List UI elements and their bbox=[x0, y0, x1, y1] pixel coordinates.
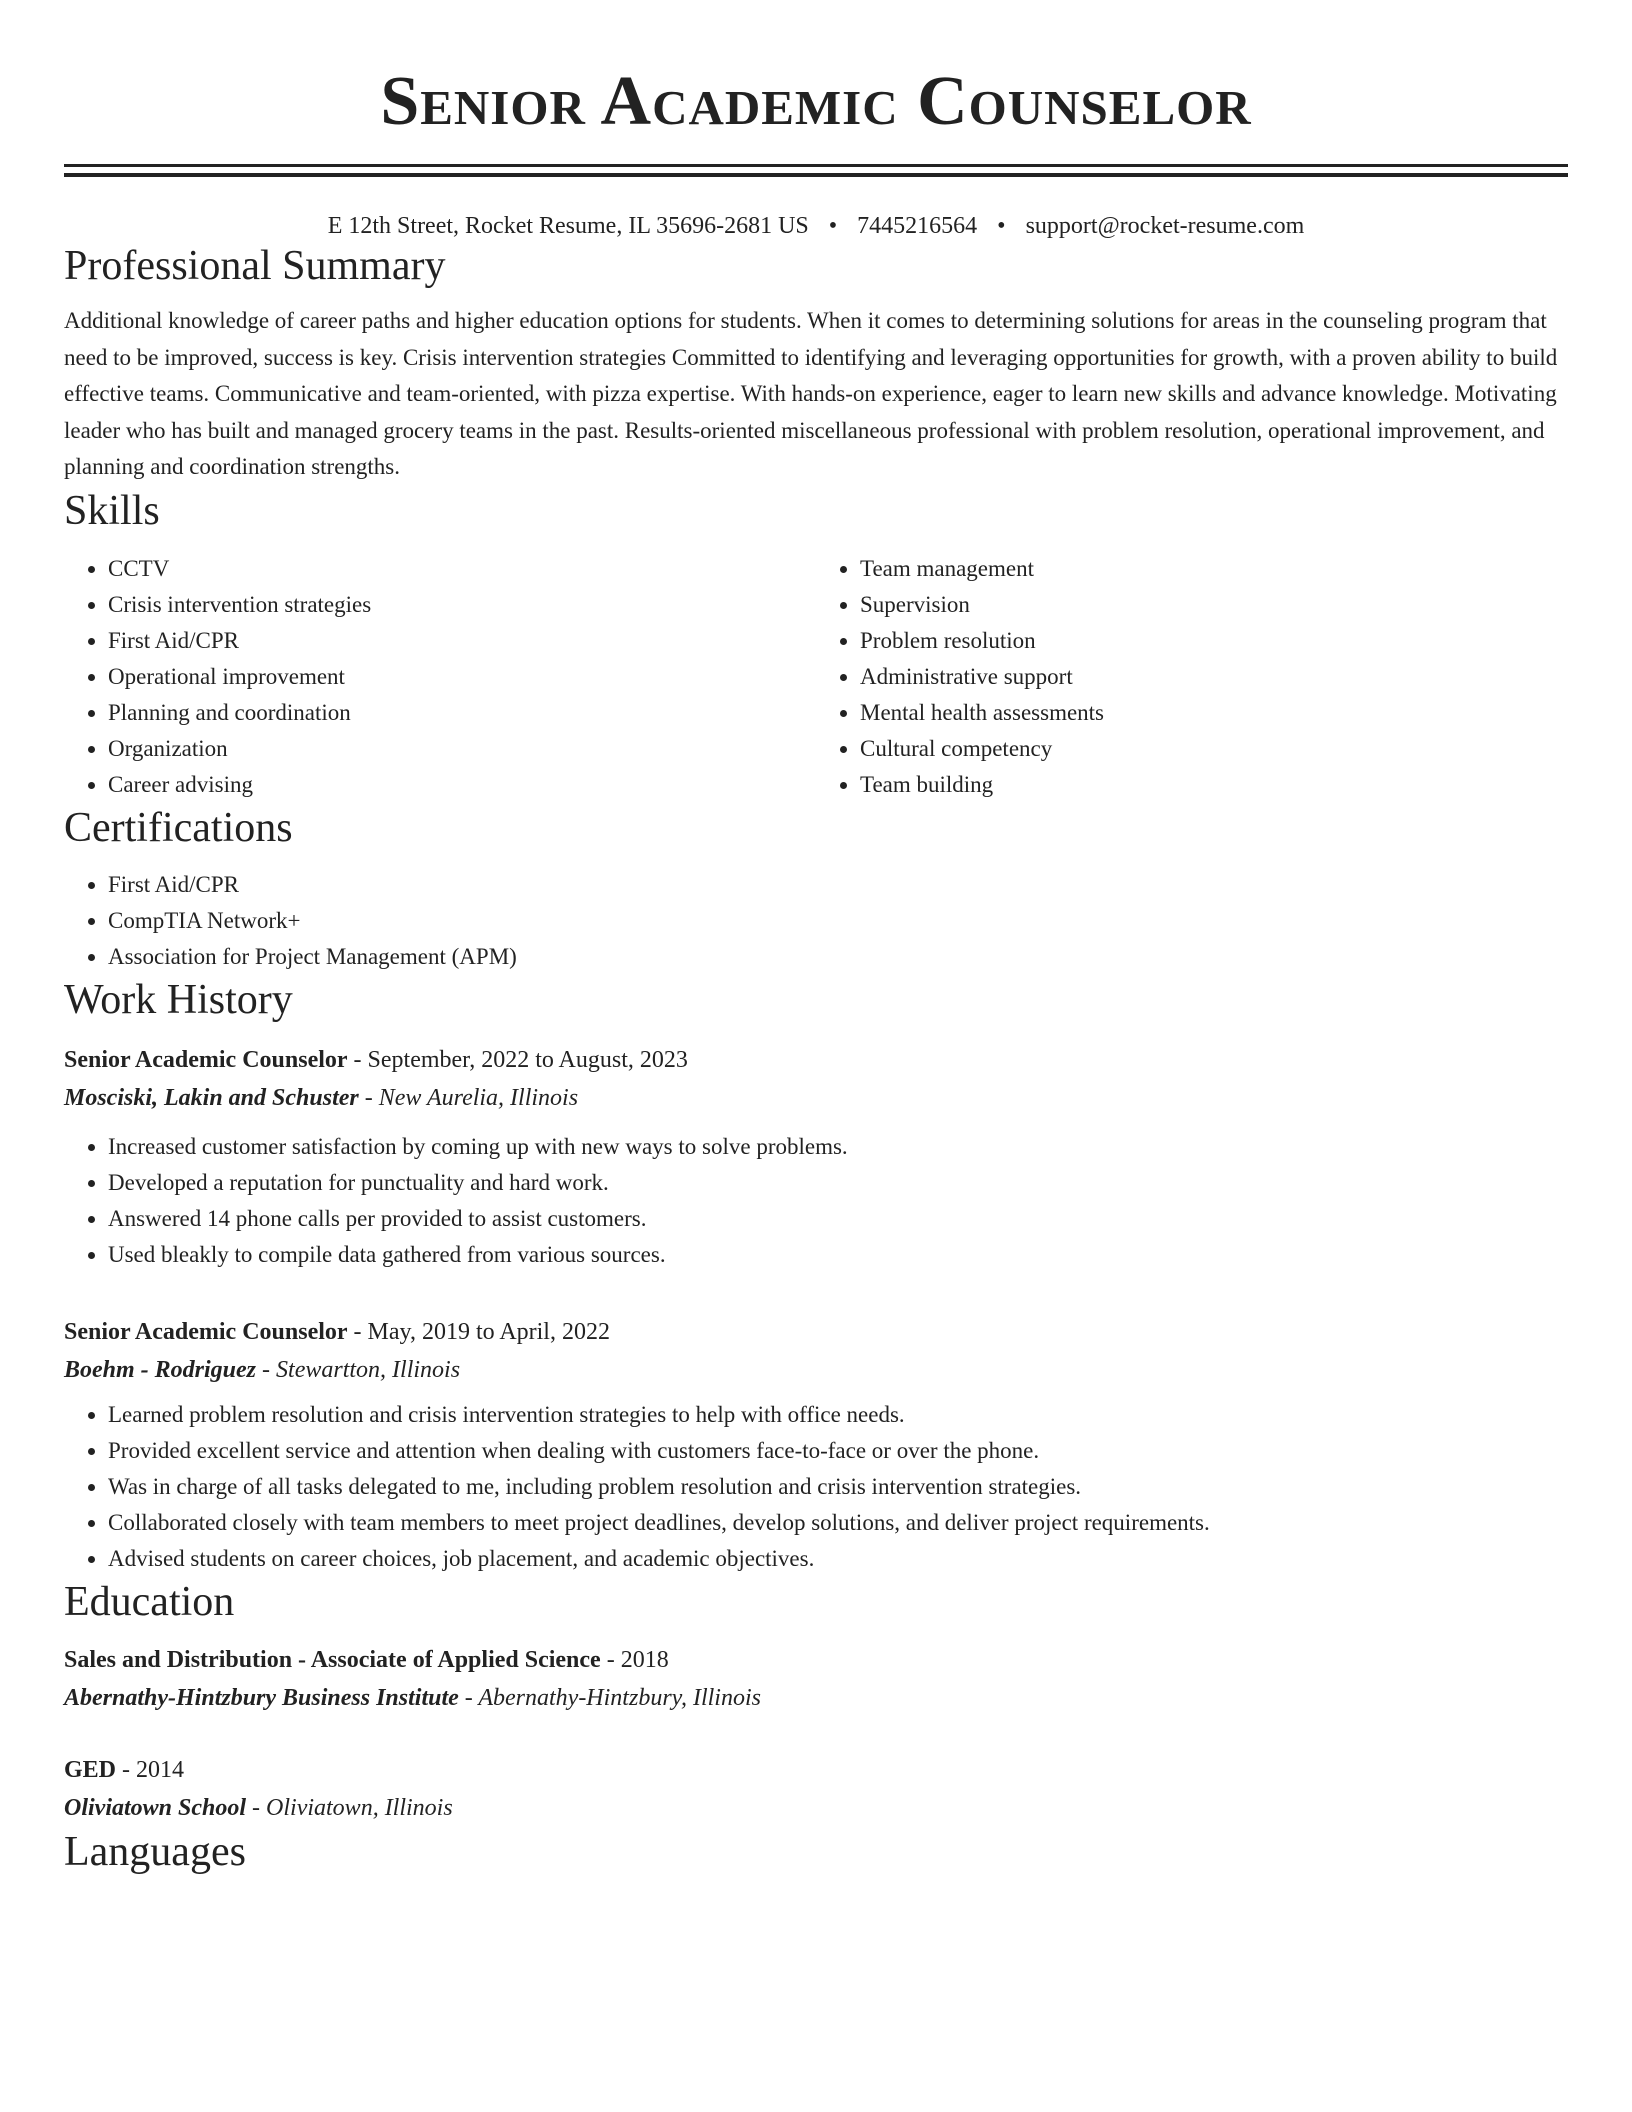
resume-title: Senior Academic Counselor bbox=[380, 63, 1252, 140]
skill-item: • Organization bbox=[108, 731, 816, 767]
education-school: Oliviatown School bbox=[64, 1794, 247, 1821]
job-title: Senior Academic Counselor bbox=[64, 1046, 348, 1073]
skill-item: • Planning and coordination bbox=[108, 695, 816, 731]
contact-line bbox=[64, 211, 1568, 241]
skills-heading: Skills bbox=[64, 487, 160, 534]
job-employer: Boehm - Rodriguez bbox=[64, 1356, 257, 1383]
job-employer-line bbox=[64, 1351, 1568, 1389]
education-school-line bbox=[64, 1679, 1568, 1717]
contact-separator: • bbox=[828, 213, 838, 239]
certification-item: • First Aid/CPR bbox=[108, 867, 1568, 903]
job-entry bbox=[64, 1313, 1568, 1577]
skill-item: • Supervision bbox=[860, 587, 1568, 623]
contact-email: support@rocket-resume.com bbox=[1025, 213, 1305, 239]
job-bullet: • Advised students on career choices, job placement, and academic objectives. bbox=[108, 1541, 1568, 1577]
skill-item: • Career advising bbox=[108, 767, 816, 803]
job-bullet: • Provided excellent service and attention when dealing with customers face-to-face or over the phone. bbox=[108, 1433, 1568, 1469]
education-school: Abernathy-Hintzbury Business Institute bbox=[64, 1684, 459, 1711]
work-history-heading: Work History bbox=[64, 976, 293, 1023]
education-degree-line bbox=[64, 1751, 1568, 1789]
job-bullets bbox=[64, 1129, 1568, 1273]
education-heading: Education bbox=[64, 1578, 235, 1625]
education-year: - 2014 bbox=[116, 1756, 185, 1783]
summary-text: Additional knowledge of career paths and higher education options for students. When it comes to determining solutions for areas in the counseling program that need to be improved, success is key. Crisis intervention strategies Committed to identifying and leveraging opportunities for growth, with a proven ability to build effective teams. Communicative and team-oriented, with pizza expertise. With hands-on experience, eager to learn new skills and advance knowledge. Motivating leader who has built and managed grocery teams in the past. Results-oriented miscellaneous professional with problem resolution, operational improvement, and planning and coordination strengths. bbox=[64, 308, 1558, 479]
skills-columns bbox=[64, 551, 1568, 803]
skill-item: • Mental health assessments bbox=[860, 695, 1568, 731]
job-bullet: • Developed a reputation for punctuality and hard work. bbox=[108, 1165, 1568, 1201]
skill-item: • CCTV bbox=[108, 551, 816, 587]
education-entry bbox=[64, 1751, 1568, 1827]
job-bullet: • Learned problem resolution and crisis intervention strategies to help with office needs. bbox=[108, 1397, 1568, 1433]
skills-list-right bbox=[816, 551, 1568, 803]
certifications-heading: Certifications bbox=[64, 804, 293, 851]
education-degree: Sales and Distribution - Associate of Applied Science bbox=[64, 1646, 601, 1673]
job-title-line bbox=[64, 1313, 1568, 1351]
job-bullets bbox=[64, 1397, 1568, 1577]
job-employer-line bbox=[64, 1079, 1568, 1117]
job-dates: - May, 2019 to April, 2022 bbox=[347, 1318, 610, 1345]
certification-item: • CompTIA Network+ bbox=[108, 903, 1568, 939]
job-bullet: • Used bleakly to compile data gathered from various sources. bbox=[108, 1237, 1568, 1273]
certification-item: • Association for Project Management (APM) bbox=[108, 939, 1568, 975]
skills-list-left bbox=[64, 551, 816, 803]
job-bullet: • Increased customer satisfaction by coming up with new ways to solve problems. bbox=[108, 1129, 1568, 1165]
job-bullet: • Answered 14 phone calls per provided to assist customers. bbox=[108, 1201, 1568, 1237]
skill-item: • First Aid/CPR bbox=[108, 623, 816, 659]
education-school-line bbox=[64, 1789, 1568, 1827]
contact-phone: 7445216564 bbox=[857, 213, 978, 239]
job-entry bbox=[64, 1041, 1568, 1273]
certifications-list bbox=[64, 867, 1568, 975]
job-location: - New Aurelia, Illinois bbox=[358, 1084, 579, 1111]
skill-item: • Team building bbox=[860, 767, 1568, 803]
title-double-rule bbox=[64, 164, 1568, 177]
education-degree: GED bbox=[64, 1756, 117, 1783]
education-entry bbox=[64, 1641, 1568, 1717]
contact-address: E 12th Street, Rocket Resume, IL 35696-2681 US bbox=[327, 213, 809, 239]
contact-separator: • bbox=[997, 213, 1006, 239]
skill-item: • Cultural competency bbox=[860, 731, 1568, 767]
skill-item: • Team management bbox=[860, 551, 1568, 587]
job-bullet: • Was in charge of all tasks delegated to me, including problem resolution and crisis intervention strategies. bbox=[108, 1469, 1568, 1505]
job-location: - Stewartton, Illinois bbox=[256, 1356, 461, 1383]
education-location: - Abernathy-Hintzbury, Illinois bbox=[458, 1684, 761, 1711]
skill-item: • Problem resolution bbox=[860, 623, 1568, 659]
job-title-line bbox=[64, 1041, 1568, 1079]
skill-item: • Crisis intervention strategies bbox=[108, 587, 816, 623]
education-degree-line bbox=[64, 1641, 1568, 1679]
summary-heading: Professional Summary bbox=[64, 243, 446, 289]
education-year: - 2018 bbox=[600, 1646, 669, 1673]
job-dates: - September, 2022 to August, 2023 bbox=[347, 1046, 688, 1073]
skill-item: • Operational improvement bbox=[108, 659, 816, 695]
education-location: - Oliviatown, Illinois bbox=[246, 1794, 453, 1821]
skill-item: • Administrative support bbox=[860, 659, 1568, 695]
languages-heading: Languages bbox=[64, 1828, 246, 1875]
job-title: Senior Academic Counselor bbox=[64, 1318, 348, 1345]
job-employer: Mosciski, Lakin and Schuster bbox=[64, 1084, 359, 1111]
job-bullet: • Collaborated closely with team members to meet project deadlines, develop solutions, and deliver project requirements. bbox=[108, 1505, 1568, 1541]
